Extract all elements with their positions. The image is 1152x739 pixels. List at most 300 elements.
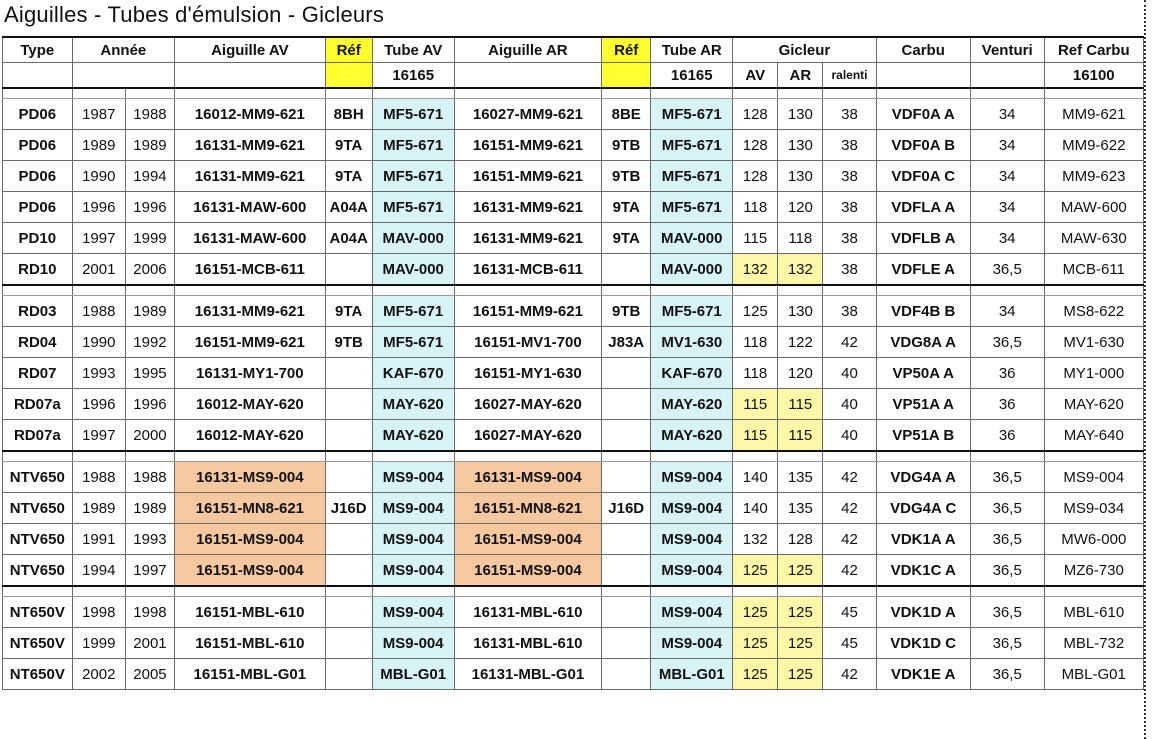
cell-aiguille-av: 16131-MM9-621 xyxy=(175,296,326,327)
cell-gicleur-av: 115 xyxy=(733,420,778,452)
table-row xyxy=(3,493,1144,524)
cell-type: RD07a xyxy=(3,389,73,420)
cell-type: NT650V xyxy=(3,628,73,659)
cell-ref-av: A04A xyxy=(325,223,372,254)
cell-ralenti: 42 xyxy=(823,555,876,587)
cell-aiguille-ar: 16151-MY1-630 xyxy=(454,358,601,389)
col-header-ref-ar: Réf xyxy=(602,37,651,63)
cell-aiguille-av: 16151-MS9-004 xyxy=(175,555,326,587)
cell-tube-ar: MS9-004 xyxy=(651,555,733,587)
cell-aiguille-av: 16131-MAW-600 xyxy=(175,223,326,254)
cell-ref-ar: 9TB xyxy=(602,296,651,327)
cell-venturi: 36 xyxy=(970,420,1044,452)
cell-aiguille-av: 16131-MM9-621 xyxy=(175,161,326,192)
cell-venturi: 36,5 xyxy=(970,628,1044,659)
cell-year-end: 1993 xyxy=(125,524,174,555)
cell-carbu: VDF0A C xyxy=(876,161,970,192)
cell-gicleur-av: 128 xyxy=(733,161,778,192)
cell-venturi: 34 xyxy=(970,296,1044,327)
cell-ref-ar: J83A xyxy=(602,327,651,358)
table-row xyxy=(3,130,1144,161)
cell-type: NTV650 xyxy=(3,555,73,587)
cell-gicleur-av: 132 xyxy=(733,524,778,555)
col-header-type: Type xyxy=(3,37,73,63)
cell-year-start: 1998 xyxy=(72,597,125,628)
cell-year-start: 1988 xyxy=(72,296,125,327)
cell-year-end: 1996 xyxy=(125,192,174,223)
cell-ref-ar: 9TB xyxy=(602,130,651,161)
cell-year-end: 1988 xyxy=(125,462,174,493)
cell-year-start: 1989 xyxy=(72,130,125,161)
table-row xyxy=(3,420,1144,452)
cell-venturi: 36,5 xyxy=(970,597,1044,628)
cell-ref-av: A04A xyxy=(325,192,372,223)
cell-year-start: 1994 xyxy=(72,555,125,587)
cell-ralenti: 38 xyxy=(823,130,876,161)
cell-ref-av xyxy=(325,597,372,628)
cell-gicleur-av: 132 xyxy=(733,254,778,286)
cell-tube-av: MF5-671 xyxy=(372,327,454,358)
cell-gicleur-av: 118 xyxy=(733,327,778,358)
cell-year-start: 1999 xyxy=(72,628,125,659)
cell-aiguille-av: 16012-MAY-620 xyxy=(175,420,326,452)
separator-row xyxy=(3,451,1144,462)
cell-gicleur-av: 118 xyxy=(733,192,778,223)
cell-year-end: 1989 xyxy=(125,493,174,524)
cell-gicleur-ar: 130 xyxy=(778,130,823,161)
cell-type: RD04 xyxy=(3,327,73,358)
cell-ref-ar xyxy=(602,420,651,452)
cell-year-start: 1996 xyxy=(72,192,125,223)
cell-venturi: 36 xyxy=(970,389,1044,420)
cell-ref-av xyxy=(325,659,372,690)
cell-gicleur-av: 115 xyxy=(733,389,778,420)
data-table xyxy=(2,36,1144,690)
cell-aiguille-ar: 16027-MM9-621 xyxy=(454,99,601,130)
cell-aiguille-av: 16151-MBL-610 xyxy=(175,597,326,628)
cell-ref-carbu: MV1-630 xyxy=(1044,327,1143,358)
cell-ref-carbu: MBL-732 xyxy=(1044,628,1143,659)
cell-tube-ar: MBL-G01 xyxy=(651,659,733,690)
table-row xyxy=(3,462,1144,493)
cell-ref-ar xyxy=(602,358,651,389)
col-header-gicleur-ralenti: ralenti xyxy=(823,63,876,89)
cell-tube-ar: MF5-671 xyxy=(651,99,733,130)
cell-aiguille-ar: 16131-MBL-G01 xyxy=(454,659,601,690)
cell-type: NT650V xyxy=(3,597,73,628)
table-row xyxy=(3,327,1144,358)
cell-year-end: 1989 xyxy=(125,296,174,327)
cell-ref-av xyxy=(325,462,372,493)
cell-tube-av: MS9-004 xyxy=(372,597,454,628)
cell-tube-av: MS9-004 xyxy=(372,462,454,493)
cell-tube-ar: MF5-671 xyxy=(651,296,733,327)
cell-tube-av: MF5-671 xyxy=(372,192,454,223)
cell-aiguille-ar: 16131-MM9-621 xyxy=(454,223,601,254)
cell-aiguille-ar: 16151-MM9-621 xyxy=(454,161,601,192)
cell-carbu: VDG4A C xyxy=(876,493,970,524)
cell-venturi: 36,5 xyxy=(970,462,1044,493)
cell-venturi: 36,5 xyxy=(970,254,1044,286)
table-row xyxy=(3,524,1144,555)
tube-av-ref-number: 16165 xyxy=(372,63,454,89)
cell-ref-carbu: MAW-600 xyxy=(1044,192,1143,223)
sheet-title: Aiguilles - Tubes d'émulsion - Gicleurs xyxy=(4,2,385,27)
cell-type: NT650V xyxy=(3,659,73,690)
cell-gicleur-av: 128 xyxy=(733,130,778,161)
cell-gicleur-av: 125 xyxy=(733,296,778,327)
cell-year-start: 1989 xyxy=(72,493,125,524)
cell-tube-av: MF5-671 xyxy=(372,99,454,130)
col-header-aiguille-ar: Aiguille AR xyxy=(454,37,601,63)
cell-tube-av: MF5-671 xyxy=(372,130,454,161)
cell-gicleur-av: 115 xyxy=(733,223,778,254)
cell-ralenti: 45 xyxy=(823,597,876,628)
cell-gicleur-ar: 118 xyxy=(778,223,823,254)
cell-ref-ar: 9TB xyxy=(602,161,651,192)
cell-aiguille-ar: 16151-MV1-700 xyxy=(454,327,601,358)
cell-year-start: 1990 xyxy=(72,327,125,358)
cell-gicleur-av: 140 xyxy=(733,462,778,493)
cell-tube-ar: MS9-004 xyxy=(651,462,733,493)
cell-venturi: 34 xyxy=(970,130,1044,161)
separator-row xyxy=(3,285,1144,296)
cell-year-start: 1996 xyxy=(72,389,125,420)
cell-tube-av: MAY-620 xyxy=(372,389,454,420)
cell-venturi: 36,5 xyxy=(970,327,1044,358)
cell-gicleur-ar: 125 xyxy=(778,659,823,690)
cell-aiguille-av: 16151-MS9-004 xyxy=(175,524,326,555)
cell-tube-av: MS9-004 xyxy=(372,524,454,555)
cell-type: PD06 xyxy=(3,161,73,192)
cell-carbu: VDG8A A xyxy=(876,327,970,358)
cell-tube-av: MF5-671 xyxy=(372,296,454,327)
cell-year-start: 1997 xyxy=(72,420,125,452)
cell-gicleur-ar: 130 xyxy=(778,296,823,327)
cell-ref-carbu: MM9-621 xyxy=(1044,99,1143,130)
cell-ref-carbu: MS8-622 xyxy=(1044,296,1143,327)
cell-gicleur-av: 128 xyxy=(733,99,778,130)
cell-gicleur-ar: 125 xyxy=(778,555,823,587)
cell-tube-ar: MS9-004 xyxy=(651,524,733,555)
header-row-2 xyxy=(3,63,1144,89)
cell-carbu: VDK1D C xyxy=(876,628,970,659)
cell-ralenti: 45 xyxy=(823,628,876,659)
cell-year-end: 1995 xyxy=(125,358,174,389)
cell-year-start: 1988 xyxy=(72,462,125,493)
cell-aiguille-av: 16151-MBL-G01 xyxy=(175,659,326,690)
cell-aiguille-av: 16151-MM9-621 xyxy=(175,327,326,358)
cell-gicleur-ar: 125 xyxy=(778,597,823,628)
cell-gicleur-ar: 120 xyxy=(778,192,823,223)
cell-tube-ar: KAF-670 xyxy=(651,358,733,389)
cell-aiguille-ar: 16131-MBL-610 xyxy=(454,597,601,628)
cell-aiguille-av: 16131-MM9-621 xyxy=(175,130,326,161)
cell-tube-av: MAV-000 xyxy=(372,254,454,286)
cell-gicleur-ar: 132 xyxy=(778,254,823,286)
cell-aiguille-ar: 16131-MM9-621 xyxy=(454,192,601,223)
header-row-1 xyxy=(3,37,1144,63)
cell-year-start: 1990 xyxy=(72,161,125,192)
cell-ref-carbu: MM9-623 xyxy=(1044,161,1143,192)
cell-ref-ar xyxy=(602,628,651,659)
cell-year-end: 1996 xyxy=(125,389,174,420)
table-row xyxy=(3,296,1144,327)
cell-ref-av xyxy=(325,389,372,420)
cell-year-end: 2006 xyxy=(125,254,174,286)
cell-ref-av: 8BH xyxy=(325,99,372,130)
cell-carbu: VDF0A A xyxy=(876,99,970,130)
cell-ralenti: 42 xyxy=(823,524,876,555)
cell-aiguille-ar: 16131-MCB-611 xyxy=(454,254,601,286)
cell-year-end: 1997 xyxy=(125,555,174,587)
col-header-tube-ar: Tube AR xyxy=(651,37,733,63)
cell-gicleur-av: 125 xyxy=(733,555,778,587)
cell-aiguille-av: 16012-MAY-620 xyxy=(175,389,326,420)
cell-ref-carbu: MBL-610 xyxy=(1044,597,1143,628)
cell-tube-ar: MF5-671 xyxy=(651,192,733,223)
cell-ref-ar xyxy=(602,597,651,628)
table-row xyxy=(3,254,1144,286)
col-header-ref-carbu: Ref Carbu xyxy=(1044,37,1143,63)
col-header-gicleur-av: AV xyxy=(733,63,778,89)
col-header-carbu: Carbu xyxy=(876,37,970,63)
cell-ref-av xyxy=(325,420,372,452)
table-row xyxy=(3,192,1144,223)
cell-tube-ar: MAV-000 xyxy=(651,223,733,254)
cell-ref-av: 9TA xyxy=(325,130,372,161)
cell-ref-ar: 8BE xyxy=(602,99,651,130)
cell-venturi: 34 xyxy=(970,192,1044,223)
cell-ralenti: 38 xyxy=(823,192,876,223)
cell-type: PD10 xyxy=(3,223,73,254)
cell-type: NTV650 xyxy=(3,493,73,524)
cell-type: NTV650 xyxy=(3,524,73,555)
table-row xyxy=(3,161,1144,192)
cell-gicleur-av: 125 xyxy=(733,628,778,659)
cell-type: PD06 xyxy=(3,192,73,223)
cell-year-end: 1998 xyxy=(125,597,174,628)
cell-carbu: VDK1C A xyxy=(876,555,970,587)
cell-tube-ar: MAV-000 xyxy=(651,254,733,286)
cell-year-end: 1994 xyxy=(125,161,174,192)
cell-ref-ar xyxy=(602,462,651,493)
cell-carbu: VDF0A B xyxy=(876,130,970,161)
cell-ref-av: 9TA xyxy=(325,296,372,327)
cell-tube-ar: MS9-004 xyxy=(651,493,733,524)
tube-ar-ref-number: 16165 xyxy=(651,63,733,89)
cell-carbu: VDG4A A xyxy=(876,462,970,493)
table-row xyxy=(3,358,1144,389)
cell-gicleur-ar: 115 xyxy=(778,389,823,420)
cell-ref-av: 9TB xyxy=(325,327,372,358)
cell-ref-carbu: MAY-640 xyxy=(1044,420,1143,452)
table-row xyxy=(3,99,1144,130)
cell-carbu: VDK1E A xyxy=(876,659,970,690)
cell-ref-av xyxy=(325,524,372,555)
cell-tube-ar: MS9-004 xyxy=(651,597,733,628)
cell-year-start: 1991 xyxy=(72,524,125,555)
cell-tube-ar: MAY-620 xyxy=(651,389,733,420)
cell-ref-carbu: MS9-004 xyxy=(1044,462,1143,493)
cell-tube-av: MAY-620 xyxy=(372,420,454,452)
cell-aiguille-ar: 16027-MAY-620 xyxy=(454,420,601,452)
cell-year-start: 1987 xyxy=(72,99,125,130)
cell-ralenti: 38 xyxy=(823,161,876,192)
cell-gicleur-ar: 115 xyxy=(778,420,823,452)
cell-type: RD07a xyxy=(3,420,73,452)
cell-ref-ar: 9TA xyxy=(602,192,651,223)
cell-tube-av: MS9-004 xyxy=(372,493,454,524)
cell-venturi: 36 xyxy=(970,358,1044,389)
cell-ref-carbu: MAY-620 xyxy=(1044,389,1143,420)
cell-year-end: 1992 xyxy=(125,327,174,358)
cell-aiguille-av: 16151-MN8-621 xyxy=(175,493,326,524)
cell-venturi: 36,5 xyxy=(970,524,1044,555)
cell-gicleur-av: 125 xyxy=(733,659,778,690)
cell-ralenti: 40 xyxy=(823,420,876,452)
cell-ref-ar xyxy=(602,659,651,690)
cell-gicleur-ar: 122 xyxy=(778,327,823,358)
cell-carbu: VDF4B B xyxy=(876,296,970,327)
cell-tube-av: KAF-670 xyxy=(372,358,454,389)
cell-tube-ar: MF5-671 xyxy=(651,130,733,161)
cell-ref-carbu: MS9-034 xyxy=(1044,493,1143,524)
cell-ref-av xyxy=(325,254,372,286)
cell-venturi: 36,5 xyxy=(970,555,1044,587)
ref-carbu-prefix: 16100 xyxy=(1044,63,1143,89)
cell-ref-carbu: MAW-630 xyxy=(1044,223,1143,254)
cell-aiguille-ar: 16151-MS9-004 xyxy=(454,555,601,587)
cell-ref-av: 9TA xyxy=(325,161,372,192)
col-header-tube-av: Tube AV xyxy=(372,37,454,63)
cell-tube-av: MBL-G01 xyxy=(372,659,454,690)
cell-ref-carbu: MM9-622 xyxy=(1044,130,1143,161)
cell-venturi: 36,5 xyxy=(970,659,1044,690)
cell-carbu: VP51A B xyxy=(876,420,970,452)
separator-row xyxy=(3,586,1144,597)
cell-ralenti: 42 xyxy=(823,659,876,690)
cell-tube-av: MF5-671 xyxy=(372,161,454,192)
cell-year-end: 1988 xyxy=(125,99,174,130)
cell-type: RD07 xyxy=(3,358,73,389)
cell-ref-ar: J16D xyxy=(602,493,651,524)
cell-tube-av: MS9-004 xyxy=(372,555,454,587)
table-row xyxy=(3,389,1144,420)
cell-venturi: 34 xyxy=(970,223,1044,254)
cell-aiguille-ar: 16027-MAY-620 xyxy=(454,389,601,420)
cell-type: PD06 xyxy=(3,130,73,161)
cell-gicleur-ar: 120 xyxy=(778,358,823,389)
table-row xyxy=(3,659,1144,690)
col-header-gicleur-ar: AR xyxy=(778,63,823,89)
cell-carbu: VP50A A xyxy=(876,358,970,389)
col-header-aiguille-av: Aiguille AV xyxy=(175,37,326,63)
cell-ralenti: 40 xyxy=(823,358,876,389)
cell-year-end: 2005 xyxy=(125,659,174,690)
cell-year-start: 2001 xyxy=(72,254,125,286)
cell-ref-av xyxy=(325,628,372,659)
cell-carbu: VDFLE A xyxy=(876,254,970,286)
cell-aiguille-ar: 16151-MM9-621 xyxy=(454,130,601,161)
cell-type: RD10 xyxy=(3,254,73,286)
cell-aiguille-av: 16151-MCB-611 xyxy=(175,254,326,286)
cell-aiguille-av: 16151-MBL-610 xyxy=(175,628,326,659)
cell-gicleur-av: 125 xyxy=(733,597,778,628)
cell-year-start: 1997 xyxy=(72,223,125,254)
cell-ralenti: 38 xyxy=(823,223,876,254)
cell-tube-ar: MAY-620 xyxy=(651,420,733,452)
separator-row xyxy=(3,88,1144,99)
col-header-gicleur: Gicleur xyxy=(733,37,876,63)
cell-gicleur-ar: 130 xyxy=(778,161,823,192)
cell-type: RD03 xyxy=(3,296,73,327)
cell-year-end: 2000 xyxy=(125,420,174,452)
cell-aiguille-ar: 16131-MS9-004 xyxy=(454,462,601,493)
cell-aiguille-av: 16131-MS9-004 xyxy=(175,462,326,493)
cell-aiguille-ar: 16151-MM9-621 xyxy=(454,296,601,327)
cell-aiguille-ar: 16131-MBL-610 xyxy=(454,628,601,659)
cell-year-end: 1999 xyxy=(125,223,174,254)
cell-gicleur-av: 118 xyxy=(733,358,778,389)
cell-ref-ar xyxy=(602,524,651,555)
cell-ref-ar xyxy=(602,555,651,587)
cell-ralenti: 42 xyxy=(823,462,876,493)
cell-tube-ar: MV1-630 xyxy=(651,327,733,358)
cell-gicleur-ar: 125 xyxy=(778,628,823,659)
cell-ralenti: 42 xyxy=(823,493,876,524)
cell-carbu: VP51A A xyxy=(876,389,970,420)
col-header-venturi: Venturi xyxy=(970,37,1044,63)
cell-ref-carbu: MY1-000 xyxy=(1044,358,1143,389)
cell-gicleur-ar: 128 xyxy=(778,524,823,555)
cell-carbu: VDK1A A xyxy=(876,524,970,555)
cell-tube-av: MS9-004 xyxy=(372,628,454,659)
cell-ref-carbu: MW6-000 xyxy=(1044,524,1143,555)
cell-type: PD06 xyxy=(3,99,73,130)
cell-carbu: VDFLB A xyxy=(876,223,970,254)
cell-ref-av xyxy=(325,358,372,389)
col-header-annee: Année xyxy=(72,37,174,63)
cell-gicleur-av: 140 xyxy=(733,493,778,524)
cell-ralenti: 38 xyxy=(823,296,876,327)
table-row xyxy=(3,555,1144,587)
cell-type: NTV650 xyxy=(3,462,73,493)
cell-aiguille-ar: 16151-MN8-621 xyxy=(454,493,601,524)
cell-tube-ar: MS9-004 xyxy=(651,628,733,659)
cell-gicleur-ar: 135 xyxy=(778,493,823,524)
cell-ralenti: 38 xyxy=(823,254,876,286)
cell-aiguille-ar: 16151-MS9-004 xyxy=(454,524,601,555)
cell-ref-carbu: MBL-G01 xyxy=(1044,659,1143,690)
cell-gicleur-ar: 135 xyxy=(778,462,823,493)
cell-ralenti: 42 xyxy=(823,327,876,358)
table-row xyxy=(3,628,1144,659)
cell-aiguille-av: 16131-MAW-600 xyxy=(175,192,326,223)
cell-year-end: 2001 xyxy=(125,628,174,659)
cell-ref-av xyxy=(325,555,372,587)
cell-ralenti: 38 xyxy=(823,99,876,130)
cell-year-end: 1989 xyxy=(125,130,174,161)
cell-ref-ar: 9TA xyxy=(602,223,651,254)
cell-tube-ar: MF5-671 xyxy=(651,161,733,192)
table-row xyxy=(3,223,1144,254)
cell-gicleur-ar: 130 xyxy=(778,99,823,130)
cell-aiguille-av: 16131-MY1-700 xyxy=(175,358,326,389)
cell-venturi: 36,5 xyxy=(970,493,1044,524)
cell-carbu: VDK1D A xyxy=(876,597,970,628)
cell-tube-av: MAV-000 xyxy=(372,223,454,254)
